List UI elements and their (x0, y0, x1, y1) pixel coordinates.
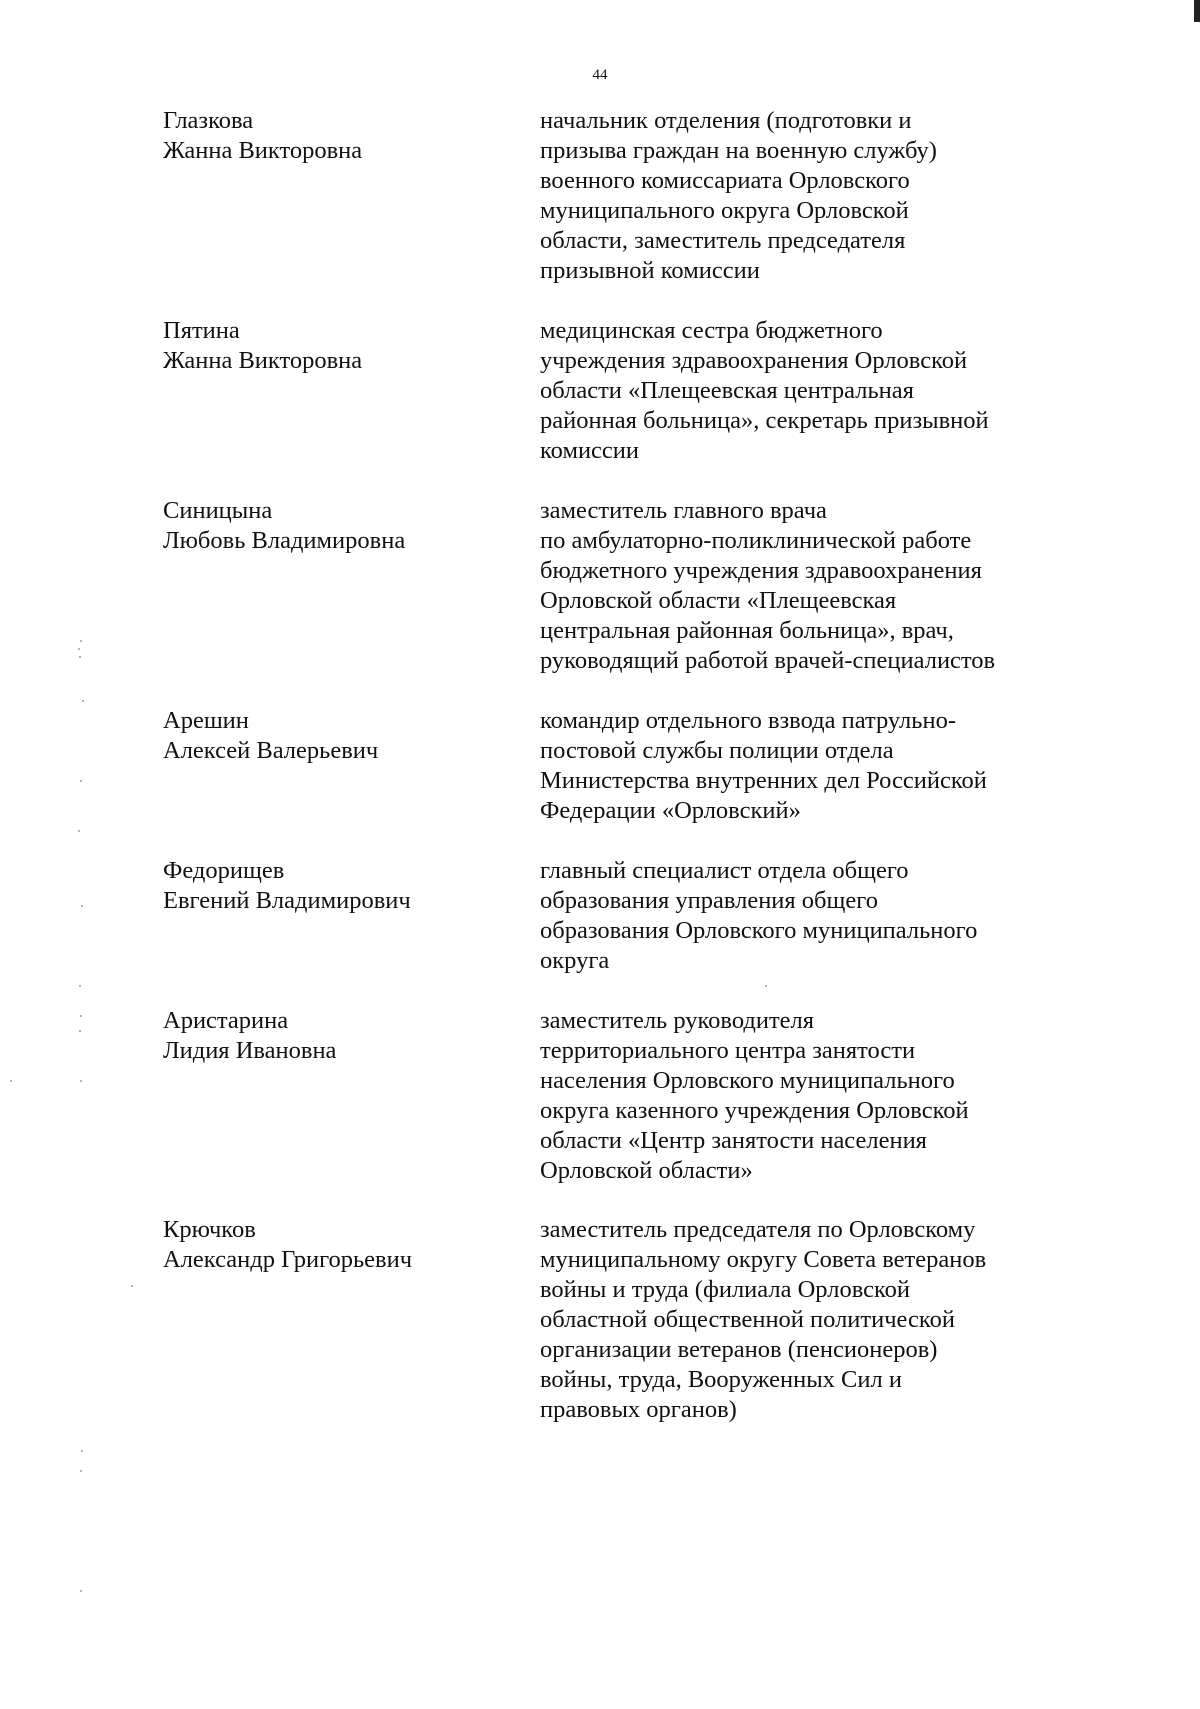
member-name (163, 106, 503, 166)
scan-edge-mark (1194, 0, 1200, 22)
member-role-line: главный специалист отдела общего (540, 857, 909, 884)
member-name (163, 496, 503, 556)
member-surname: Крючков (163, 1216, 256, 1243)
member-role-line: центральная районная больница», врач, (540, 617, 954, 644)
member-role-line: постовой службы полиции отдела (540, 737, 894, 764)
member-role-line: комиссии (540, 437, 640, 464)
member-given-names: Жанна Викторовна (163, 137, 363, 164)
member-given-names: Лидия Ивановна (163, 1037, 337, 1064)
scan-speck (78, 830, 80, 832)
member-surname: Федорищев (163, 857, 285, 884)
member-role-line: руководящий работой врачей-специалистов (540, 647, 996, 674)
member-role-line: муниципальному округу Совета ветеранов (540, 1246, 987, 1273)
member-name (163, 706, 503, 766)
member-role-line: образования Орловского муниципального (540, 917, 978, 944)
scan-speck (80, 1015, 82, 1017)
member-role-line: заместитель председателя по Орловскому (540, 1216, 976, 1243)
scan-speck (80, 1590, 82, 1592)
member-role-line: Федерации «Орловский» (540, 797, 801, 824)
member-role (540, 856, 1060, 976)
scan-speck (10, 1080, 12, 1082)
member-role (540, 706, 1060, 826)
member-name (163, 856, 503, 916)
member-role-line: областной общественной политической (540, 1306, 955, 1333)
member-role-line: командир отдельного взвода патрульно- (540, 707, 956, 734)
scan-speck (81, 1450, 83, 1452)
scan-speck (79, 656, 81, 658)
member-surname: Глазкова (163, 107, 254, 134)
member-role-line: военного комиссариата Орловского (540, 167, 910, 194)
member-role (540, 106, 1060, 286)
member-role-line: округа (540, 947, 610, 974)
member-role-line: призывной комиссии (540, 257, 760, 284)
member-role-line: призыва граждан на военную службу) (540, 137, 937, 164)
scan-speck (765, 985, 767, 987)
member-given-names: Евгений Владимирович (163, 887, 411, 914)
member-role-line: области, заместитель председателя (540, 227, 906, 254)
member-role-line: войны и труда (филиала Орловской (540, 1276, 911, 1303)
member-role-line: бюджетного учреждения здравоохранения (540, 557, 982, 584)
member-given-names: Жанна Викторовна (163, 347, 363, 374)
member-role-line: медицинская сестра бюджетного (540, 317, 883, 344)
scan-speck (80, 780, 82, 782)
member-role-line: муниципального округа Орловской (540, 197, 909, 224)
member-name (163, 1215, 503, 1275)
member-role-line: правовых органов) (540, 1396, 737, 1423)
scan-speck (79, 985, 81, 987)
member-surname: Арешин (163, 707, 249, 734)
member-role-line: по амбулаторно-поликлинической работе (540, 527, 972, 554)
member-role-line: заместитель руководителя (540, 1007, 815, 1034)
member-role (540, 1215, 1060, 1425)
member-surname: Аристарина (163, 1007, 289, 1034)
member-role (540, 496, 1060, 676)
member-role-line: районная больница», секретарь призывной (540, 407, 989, 434)
member-role-line: Орловской области» (540, 1157, 753, 1184)
member-role-line: начальник отделения (подготовки и (540, 107, 912, 134)
member-role-line: Министерства внутренних дел Российской (540, 767, 987, 794)
member-surname: Пятина (163, 317, 240, 344)
member-name (163, 316, 503, 376)
scan-speck (80, 640, 82, 642)
member-given-names: Александр Григорьевич (163, 1246, 413, 1273)
scan-speck (79, 1030, 81, 1032)
member-role-line: округа казенного учреждения Орловской (540, 1097, 969, 1124)
scan-speck (78, 648, 80, 650)
scan-speck (80, 1080, 82, 1082)
member-role-line: заместитель главного врача (540, 497, 827, 524)
member-role-line: учреждения здравоохранения Орловской (540, 347, 968, 374)
member-role-line: территориального центра занятости (540, 1037, 916, 1064)
member-role-line: Орловской области «Плещеевская (540, 587, 897, 614)
member-role (540, 316, 1060, 466)
member-role (540, 1006, 1060, 1186)
member-given-names: Алексей Валерьевич (163, 737, 379, 764)
scan-speck (131, 1285, 133, 1287)
member-role-line: организации ветеранов (пенсионеров) (540, 1336, 938, 1363)
scan-speck (82, 700, 84, 702)
member-name (163, 1006, 503, 1066)
page-number: 44 (592, 67, 608, 83)
member-role-line: области «Центр занятости населения (540, 1127, 927, 1154)
member-given-names: Любовь Владимировна (163, 527, 406, 554)
member-role-line: области «Плещеевская центральная (540, 377, 914, 404)
member-role-line: образования управления общего (540, 887, 878, 914)
member-surname: Синицына (163, 497, 273, 524)
member-role-line: населения Орловского муниципального (540, 1067, 955, 1094)
scan-speck (80, 1470, 82, 1472)
scan-speck (81, 905, 83, 907)
member-role-line: войны, труда, Вооруженных Сил и (540, 1366, 902, 1393)
